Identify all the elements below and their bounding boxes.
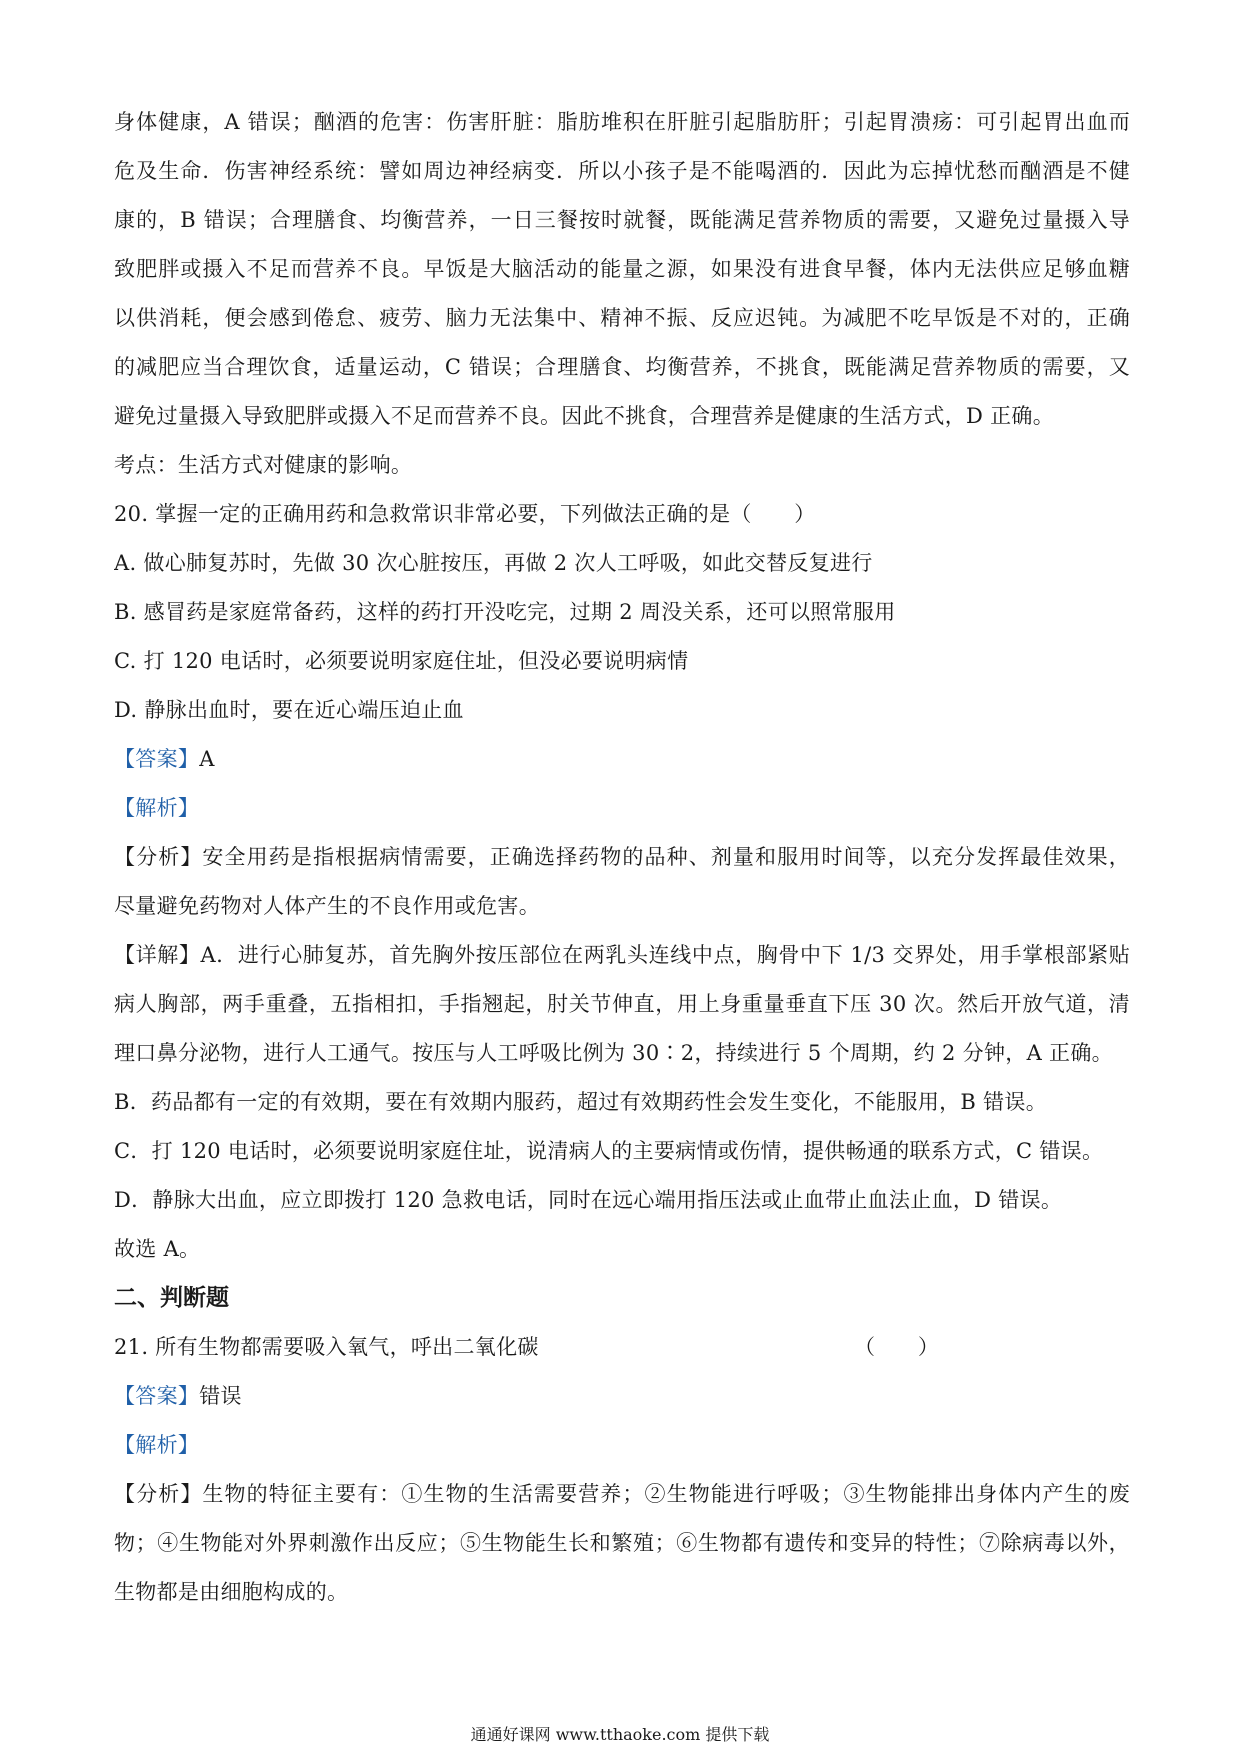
paragraph-line: 避免过量摄入导致肥胖或摄入不足而营养不良。因此不挑食，合理营养是健康的生活方式，D 正确。 xyxy=(114,404,1055,428)
question-21-jiexi-label: 【解析】 xyxy=(114,1433,200,1457)
answer-value: 错误 xyxy=(199,1384,242,1408)
question-21-answer xyxy=(114,1372,1130,1421)
footer-site-name: 通通好课网 xyxy=(470,1725,551,1744)
detail-line: 病人胸部，两手重叠，五指相扣，手指翘起，肘关节伸直，用上身重量垂直下压 30 次。然后开放气道，清 xyxy=(114,992,1130,1016)
question-20-option-b: B. 感冒药是家庭常备药，这样的药打开没吃完，过期 2 周没关系，还可以照常服用 xyxy=(114,600,896,624)
detail-line: B．药品都有一定的有效期，要在有效期内服药，超过有效期药性会发生变化，不能服用，B 错误。 xyxy=(114,1090,1048,1114)
paragraph-line: 危及生命．伤害神经系统：譬如周边神经病变．所以小孩子是不能喝酒的．因此为忘掉忧愁而酗酒是不健 xyxy=(114,159,1130,183)
question-20-stem: 20. 掌握一定的正确用药和急救常识非常必要，下列做法正确的是（ ） xyxy=(114,502,816,526)
paragraph-line: 致肥胖或摄入不足而营养不良。早饭是大脑活动的能量之源，如果没有进食早餐，体内无法供应足够血糖 xyxy=(114,257,1130,281)
detail-line: 【详解】A．进行心肺复苏，首先胸外按压部位在两乳头连线中点，胸骨中下 1/3 交界处，用手掌根部紧贴 xyxy=(114,943,1130,967)
question-20-option-c: C. 打 120 电话时，必须要说明家庭住址，但没必要说明病情 xyxy=(114,649,689,673)
kaodian-line: 考点：生活方式对健康的影响。 xyxy=(114,453,413,477)
question-21-stem xyxy=(114,1323,1130,1372)
footer-download-text: 提供下载 xyxy=(705,1725,770,1744)
footer-url[interactable]: www.tthaoke.com xyxy=(555,1725,701,1744)
paragraph-line: 的减肥应当合理饮食，适量运动，C 错误；合理膳食、均衡营养，不挑食，既能满足营养物质的需要，又 xyxy=(114,355,1130,379)
analysis-line: 【分析】生物的特征主要有：①生物的生活需要营养；②生物能进行呼吸；③生物能排出身体内产生的废 xyxy=(114,1482,1130,1506)
paragraph-line: 身体健康，A 错误；酗酒的危害：伤害肝脏：脂肪堆积在肝脏引起脂肪肝；引起胃溃疡：可引起胃出血而 xyxy=(114,110,1130,134)
detail-line: D．静脉大出血，应立即拨打 120 急救电话，同时在远心端用指压法或止血带止血法止血，D 错误。 xyxy=(114,1188,1063,1212)
conclusion-line: 故选 A。 xyxy=(114,1237,201,1261)
answer-label: 【答案】 xyxy=(114,1384,200,1408)
detail-line: C．打 120 电话时，必须要说明家庭住址，说清病人的主要病情或伤情，提供畅通的联系方式，C 错误。 xyxy=(114,1139,1104,1163)
section-heading: 二、判断题 xyxy=(114,1285,229,1311)
answer-blank-parens: （ ） xyxy=(854,1335,940,1359)
page-content xyxy=(114,98,1130,1617)
analysis-line: 物；④生物能对外界刺激作出反应；⑤生物能生长和繁殖；⑥生物都有遗传和变异的特性；⑦除病毒以外， xyxy=(114,1531,1130,1555)
answer-label: 【答案】 xyxy=(114,747,200,771)
analysis-line: 生物都是由细胞构成的。 xyxy=(114,1580,349,1604)
paragraph-line: 以供消耗，便会感到倦怠、疲劳、脑力无法集中、精神不振、反应迟钝。为减肥不吃早饭是不对的，正确 xyxy=(114,306,1130,330)
question-21-text: 21. 所有生物都需要吸入氧气，呼出二氧化碳 xyxy=(114,1335,539,1359)
analysis-line: 【分析】安全用药是指根据病情需要，正确选择药物的品种、剂量和服用时间等，以充分发挥最佳效果， xyxy=(114,845,1130,869)
question-20-jiexi-label: 【解析】 xyxy=(114,796,200,820)
question-20-option-d: D. 静脉出血时，要在近心端压迫止血 xyxy=(114,698,464,722)
page-footer xyxy=(0,1722,1240,1745)
question-20-answer xyxy=(114,735,1130,784)
answer-value: A xyxy=(199,747,215,771)
question-20-option-a: A. 做心肺复苏时，先做 30 次心脏按压，再做 2 次人工呼吸，如此交替反复进行 xyxy=(114,551,873,575)
detail-line: 理口鼻分泌物，进行人工通气。按压与人工呼吸比例为 30∶2，持续进行 5 个周期，约 2 分钟，A 正确。 xyxy=(114,1041,1113,1065)
paragraph-line: 康的，B 错误；合理膳食、均衡营养，一日三餐按时就餐，既能满足营养物质的需要，又避免过量摄入导 xyxy=(114,208,1130,232)
analysis-line: 尽量避免药物对人体产生的不良作用或危害。 xyxy=(114,894,540,918)
